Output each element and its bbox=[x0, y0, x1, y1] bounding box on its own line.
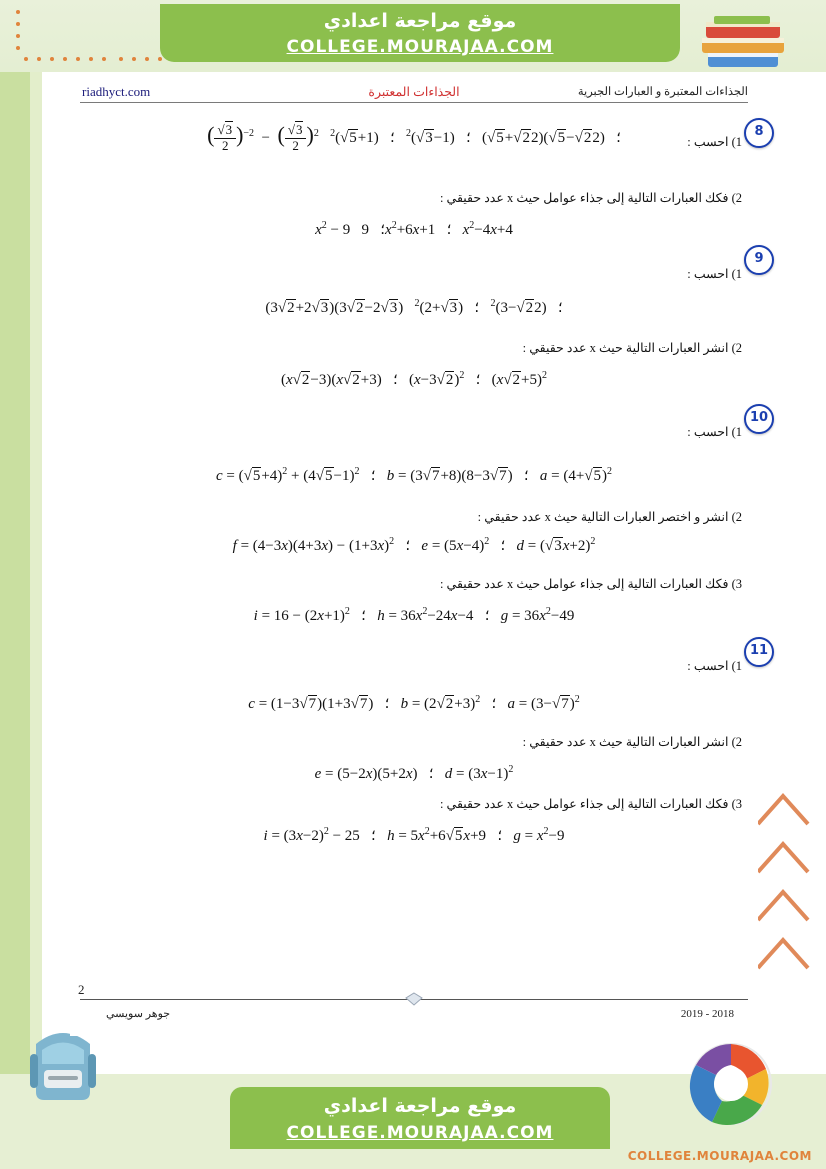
dotted-column-decor bbox=[8, 10, 20, 50]
exercise-9-item-2-prompt: 2) انشر العبارات التالية حيث x عدد حقيقي : bbox=[522, 341, 742, 355]
exercise-10-item-2-prompt: 2) انشر و اختصر العبارات التالية حيث x عدد حقيقي : bbox=[477, 510, 742, 524]
chevron-decor-icon-2 bbox=[754, 838, 812, 878]
footer-corner-url: COLLEGE.MOURAJAA.COM bbox=[627, 1149, 812, 1163]
chevron-decor-icon-3 bbox=[754, 886, 812, 926]
exercise-11-item-3-prompt: 3) فكك العبارات التالية إلى جذاء عوامل حيث x عدد حقيقي : bbox=[439, 797, 742, 811]
exercise-8-item-1-prompt: 1) احسب : bbox=[687, 135, 742, 149]
header-rule bbox=[80, 102, 748, 103]
document-center-title: الجذاءات المعتبرة bbox=[368, 85, 460, 99]
left-green-bar-light bbox=[30, 0, 42, 1100]
site-header-url: COLLEGE.MOURAJAA.COM bbox=[286, 37, 554, 57]
exercise-8-item-1-math: ( $\frac{√3}{2}$ )$^{-2}$ − ( $\frac{√3}{2}$ )$^2$ ؛ (2√2−√5)(2√2+√5) ؛ $(1-√3)^2$ ؛ $(1+√5)^2$ bbox=[207, 122, 621, 154]
diamond-icon bbox=[405, 992, 423, 1006]
exercise-11-item-1-math: c = (1−3√7)(1+3√7) ؛ $b = (2√2+3)^2$ ؛ $a = (3-√7)^2$ bbox=[248, 694, 580, 712]
author-name: جوهر سويسي bbox=[106, 1008, 171, 1020]
site-footer-title: موقع مراجعة اعدادي bbox=[323, 1095, 517, 1117]
exercise-11-item-3-math: $i = (3x-2)^2 - 25$ ؛ $h = 5x^2+6√5x+9$ ؛ $g = x^2-9$ bbox=[263, 826, 565, 844]
exercise-number-10: 10 bbox=[744, 404, 774, 434]
school-supplies-circle-icon bbox=[676, 1029, 786, 1139]
exercise-11-item-1-prompt: 1) احسب : bbox=[687, 659, 742, 673]
exercise-10-item-3-prompt: 3) فكك العبارات التالية إلى جذاء عوامل حيث x عدد حقيقي : bbox=[439, 577, 742, 591]
exercise-9-item-2-math: (x√2−3)(x√2+3) ؛ $(x-3√2)^2$ ؛ $(x√2+5)^2$ bbox=[280, 370, 548, 388]
site-footer-banner bbox=[230, 1087, 610, 1149]
exercise-10-item-1-prompt: 1) احسب : bbox=[687, 425, 742, 439]
exercise-number-8: 8 bbox=[744, 118, 774, 148]
exercise-number-11: 11 bbox=[744, 637, 774, 667]
site-header-title: موقع مراجعة اعدادي bbox=[323, 10, 517, 32]
exercise-10-item-3-math: $i = 16 - (2x+1)^2$ ؛ $h = 36x^2-24x-4$ ؛ $g = 36x^2-49$ bbox=[253, 606, 575, 624]
exercise-9-item-1-prompt: 1) احسب : bbox=[687, 267, 742, 281]
worksheet-page bbox=[70, 74, 769, 1036]
school-year: 2018 - 2019 bbox=[680, 1008, 734, 1020]
chevron-decor-icon-4 bbox=[754, 934, 812, 974]
exercise-number-9: 9 bbox=[744, 245, 774, 275]
exercise-9-item-1-math: (3√2+2√3)(3√2−2√3) ؛ $(2√2-3)^2$ ؛ $(√3+2)^2$ bbox=[265, 298, 563, 316]
source-site-label: riadhyct.com bbox=[82, 84, 151, 99]
exercise-11-item-2-prompt: 2) انشر العبارات التالية حيث x عدد حقيقي : bbox=[522, 735, 742, 749]
left-green-bar bbox=[0, 0, 30, 1169]
exercise-10-item-2-math: $f = (4-3x)(4+3x) - (1+3x)^2$ ؛ $e = (5x-4)^2$ ؛ $d = (√3x+2)^2$ bbox=[232, 536, 596, 554]
page-number: 2 bbox=[78, 982, 85, 997]
books-icon bbox=[688, 8, 798, 78]
exercise-8-item-2-math: $x^2 - 9$ ؛ $9x^2+6x+1$ ؛ $x^2-4x+4$ bbox=[315, 220, 513, 238]
exercise-11-item-2-math: e = (5−2x)(5+2x) ؛ $d = (3x-1)^2$ bbox=[314, 764, 514, 782]
site-header-banner bbox=[160, 4, 680, 62]
site-footer-url: COLLEGE.MOURAJAA.COM bbox=[286, 1123, 554, 1143]
document-right-title: الجذاءات المعتبرة و العبارات الجبرية bbox=[577, 86, 748, 98]
exercise-8-item-2-prompt: 2) فكك العبارات التالية إلى جذاء عوامل حيث x عدد حقيقي : bbox=[439, 191, 742, 205]
chevron-decor-icon-1 bbox=[754, 790, 812, 830]
exercise-10-item-1-math: $c = (√5+4)^2 + (4√5-1)^2$ ؛ b = (3√7+8)(8−3√7) ؛ $a = (4+√5)^2$ bbox=[215, 466, 613, 484]
